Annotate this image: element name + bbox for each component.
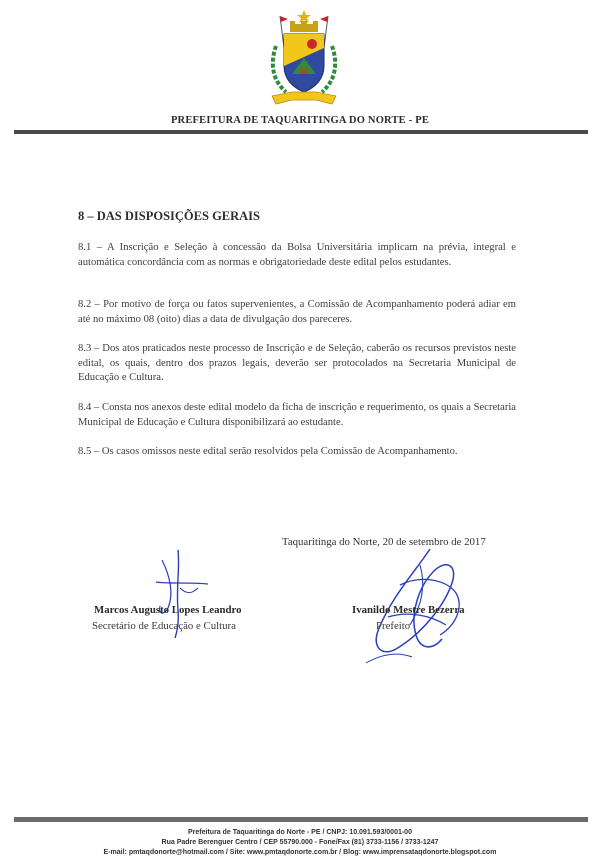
- paragraph-8-3: 8.3 – Dos atos praticados neste processo de Inscrição e de Seleção, caberão os recursos previstos neste edital, os quais, dentro dos prazos legais, deverão ser protocolados na Secretaria Municipal de Educação e Cultura.: [78, 343, 516, 383]
- paragraph-8-4: 8.4 – Consta nos anexos deste edital modelo da ficha de inscrição e requerimento, os quais a Secretaria Municipal de Educação e Cultura disponibilizará ao estudante.: [78, 402, 516, 428]
- municipal-coat-of-arms-icon: [262, 8, 346, 112]
- paragraph-8-5: 8.5 – Os casos omissos neste edital serão resolvidos pela Comissão de Acompanhamento.: [78, 446, 458, 457]
- paragraph-8-2: 8.2 – Por motivo de força ou fatos supervenientes, a Comissão de Acompanhamento poderá adiar em até no máximo 08 (oito) dias a data de divulgação dos pareceres.: [78, 299, 516, 325]
- place-and-date: Taquaritinga do Norte, 20 de setembro de 2017: [282, 536, 486, 548]
- section-heading: 8 – DAS DISPOSIÇÕES GERAIS: [78, 209, 260, 223]
- signatory-left-name: Marcos Augusto Lopes Leandro: [94, 604, 242, 616]
- footer-divider: [14, 817, 588, 822]
- signatory-left-role: Secretário de Educação e Cultura: [92, 620, 236, 632]
- page-title: PREFEITURA DE TAQUARITINGA DO NORTE - PE: [170, 115, 430, 126]
- signatory-right-role: Prefeito: [376, 620, 411, 632]
- footer-contact-line: E-mail: pmtaqdonorte@hotmail.com / Site: www.pmtaqdonorte.com.br / Blog: www.imprensataqdonorte.blogspot.com: [103, 849, 497, 856]
- signatory-right-name: Ivanildo Mestre Bezerra: [352, 604, 465, 616]
- paragraph-8-1: 8.1 – A Inscrição e Seleção à concessão da Bolsa Universitária implicam na prévia, integral e automática concordância com as normas e obrigatoriedade deste edital pelos estudantes.: [78, 242, 516, 268]
- footer-address-line-1: Prefeitura de Taquaritinga do Norte - PE / CNPJ: 10.091.593/0001-00: [188, 829, 412, 836]
- footer-address-line-2: Rua Padre Berenguer Centro / CEP 55790.000 - Fone/Fax (81) 3733-1156 / 3733-1247: [161, 839, 439, 846]
- header-divider: [14, 130, 588, 134]
